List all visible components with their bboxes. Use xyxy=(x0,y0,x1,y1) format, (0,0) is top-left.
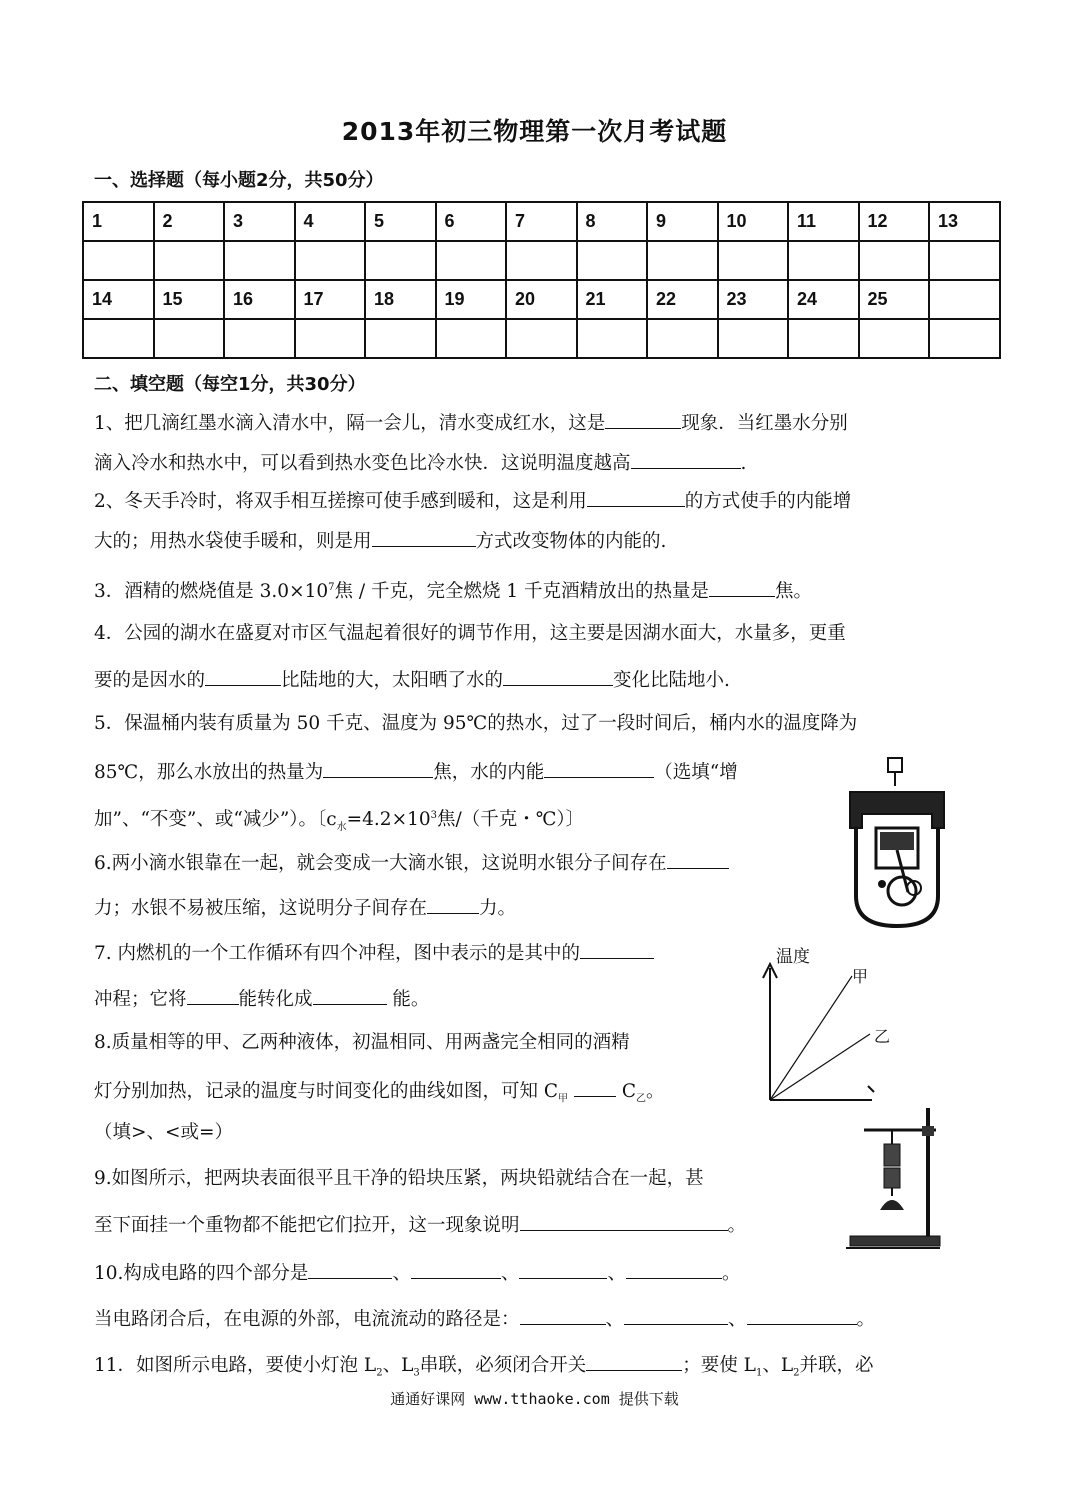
answer-blank[interactable] xyxy=(709,578,775,597)
table-row xyxy=(83,241,1000,280)
answer-cell[interactable] xyxy=(83,241,154,280)
question-10-line-1: 10.构成电路的四个部分是 、 、 、 。 xyxy=(94,1260,741,1285)
answer-cell[interactable] xyxy=(859,319,930,358)
table-cell: 20 xyxy=(506,280,577,319)
question-5-line-3: 加”、“不变”、或“减少”）。〔$c_水=4.2\times 10^3$焦/（千克・℃）〕 xyxy=(94,809,585,833)
answer-cell[interactable] xyxy=(154,241,225,280)
table-cell: 10 xyxy=(718,202,789,241)
answer-cell[interactable] xyxy=(647,319,718,358)
answer-cell[interactable] xyxy=(929,241,1000,280)
line-jia xyxy=(770,976,852,1100)
answer-blank[interactable] xyxy=(308,1260,392,1279)
table-row xyxy=(83,280,1000,319)
table-cell: 8 xyxy=(577,202,648,241)
table-cell: 16 xyxy=(224,280,295,319)
table-cell: 6 xyxy=(436,202,507,241)
answer-blank[interactable] xyxy=(520,1212,728,1231)
question-8-line-1: 8.质量相等的甲、乙两种液体，初温相同、用两盏完全相同的酒精 xyxy=(94,1032,630,1053)
table-cell: 25 xyxy=(859,280,930,319)
lead-block-apparatus-figure xyxy=(844,1104,950,1254)
answer-cell[interactable] xyxy=(647,241,718,280)
table-cell: 13 xyxy=(929,202,1000,241)
answer-blank[interactable] xyxy=(313,986,387,1005)
table-row xyxy=(83,202,1000,241)
table-cell: 15 xyxy=(154,280,225,319)
question-5-line-1: 5．保温桶内装有质量为 50 千克、温度为 95℃的热水，过了一段时间后，桶内水的温度降为 xyxy=(94,713,858,734)
answer-cell[interactable] xyxy=(224,319,295,358)
answer-cell[interactable] xyxy=(718,319,789,358)
table-cell: 17 xyxy=(295,280,366,319)
question-11-line-1: 11．如图所示电路，要使小灯泡 $L_2$、$L_3$串联，必须闭合开关 ；要使 $L_1$、$L_2$并联，必 xyxy=(94,1352,874,1385)
answer-blank[interactable] xyxy=(323,759,433,778)
answer-blank[interactable] xyxy=(187,986,239,1005)
answer-blank[interactable] xyxy=(587,488,685,507)
answer-cell[interactable] xyxy=(83,319,154,358)
answer-cell[interactable] xyxy=(577,241,648,280)
table-cell: 22 xyxy=(647,280,718,319)
answer-blank[interactable] xyxy=(747,1306,857,1325)
question-1-line-2: 滴入冷水和热水中，可以看到热水变色比冷水快．这说明温度越高 . xyxy=(94,450,746,475)
question-8-line-2: 灯分别加热，记录的温度与时间变化的曲线如图，可知 $C_甲$ $C_乙$。 xyxy=(94,1078,665,1111)
answer-blank[interactable] xyxy=(520,1306,606,1325)
answer-blank[interactable] xyxy=(372,528,476,547)
table-cell: 5 xyxy=(365,202,436,241)
answer-cell[interactable] xyxy=(224,241,295,280)
answer-blank[interactable] xyxy=(427,895,479,914)
answer-blank[interactable] xyxy=(574,1078,616,1097)
answer-cell[interactable] xyxy=(929,319,1000,358)
question-3: 3．酒精的燃烧值是 $3.0\times 10^7$焦 / 千克，完全燃烧 1 千克酒精放出的热量是 焦。 xyxy=(94,577,812,603)
answer-cell[interactable] xyxy=(295,241,366,280)
table-cell: 1 xyxy=(83,202,154,241)
table-cell: 4 xyxy=(295,202,366,241)
answer-cell[interactable] xyxy=(365,319,436,358)
graph-y-label: 温度 xyxy=(776,947,810,967)
footer-source: 通通好课网 www.tthaoke.com 提供下载 xyxy=(390,1390,679,1408)
line-yi xyxy=(770,1034,870,1100)
answer-cell[interactable] xyxy=(788,241,859,280)
answer-blank[interactable] xyxy=(411,1260,501,1279)
table-cell: 7 xyxy=(506,202,577,241)
engine-figure xyxy=(842,756,952,928)
table-cell: 14 xyxy=(83,280,154,319)
table-row xyxy=(83,319,1000,358)
answer-blank[interactable] xyxy=(626,1260,722,1279)
answer-cell[interactable] xyxy=(154,319,225,358)
answer-blank[interactable] xyxy=(624,1306,728,1325)
answer-table xyxy=(82,201,1001,359)
answer-cell[interactable] xyxy=(788,319,859,358)
table-cell: 21 xyxy=(577,280,648,319)
table-cell: 11 xyxy=(788,202,859,241)
question-10-line-2: 当电路闭合后，在电源的外部，电流流动的路径是： 、 、 。 xyxy=(94,1306,875,1331)
question-6-line-2: 力；水银不易被压缩，这说明分子间存在 力。 xyxy=(94,895,516,920)
answer-cell[interactable] xyxy=(859,241,930,280)
answer-cell[interactable] xyxy=(365,241,436,280)
answer-blank[interactable] xyxy=(544,759,654,778)
table-cell: 9 xyxy=(647,202,718,241)
question-4-line-2: 要的是因水的 比陆地的大，太阳晒了水的 变化比陆地小. xyxy=(94,667,730,692)
question-8-line-3: （填>、<或=） xyxy=(94,1122,234,1143)
answer-blank[interactable] xyxy=(631,450,741,469)
answer-cell[interactable] xyxy=(436,241,507,280)
question-9-line-2: 至下面挂一个重物都不能把它们拉开，这一现象说明 。 xyxy=(94,1212,746,1237)
question-2-line-1: 2、冬天手冷时，将双手相互搓擦可使手感到暖和，这是利用 的方式使手的内能增 xyxy=(94,488,851,513)
page-title: 2013年初三物理第一次月考试题 xyxy=(341,117,728,146)
answer-blank[interactable] xyxy=(503,667,613,686)
answer-cell[interactable] xyxy=(436,319,507,358)
answer-blank[interactable] xyxy=(586,1352,682,1371)
section-heading-choice: 一、选择题（每小题2分，共50分） xyxy=(94,170,384,191)
answer-cell[interactable] xyxy=(506,319,577,358)
table-cell: 18 xyxy=(365,280,436,319)
answer-blank[interactable] xyxy=(667,850,729,869)
table-cell: 19 xyxy=(436,280,507,319)
answer-blank[interactable] xyxy=(519,1260,607,1279)
answer-blank[interactable] xyxy=(580,940,654,959)
answer-blank[interactable] xyxy=(205,667,281,686)
question-7-line-1: 7. 内燃机的一个工作循环有四个冲程，图中表示的是其中的 xyxy=(94,940,654,965)
section-heading-fill: 二、填空题（每空1分，共30分） xyxy=(94,374,366,395)
table-cell: 24 xyxy=(788,280,859,319)
table-cell xyxy=(929,280,1000,319)
graph-line-label-yi: 乙 xyxy=(874,1027,891,1046)
question-4-line-1: 4．公园的湖水在盛夏对市区气温起着很好的调节作用，这主要是因湖水面大，水量多，更重 xyxy=(94,623,846,644)
answer-blank[interactable] xyxy=(605,410,681,429)
graph-line-label-jia: 甲 xyxy=(852,967,869,986)
question-6-line-1: 6.两小滴水银靠在一起，就会变成一大滴水银，这说明水银分子间存在 xyxy=(94,850,729,875)
table-cell: 3 xyxy=(224,202,295,241)
question-1-line-1: 1、把几滴红墨水滴入清水中，隔一会儿，清水变成红水，这是 现象．当红墨水分别 xyxy=(94,410,848,435)
question-9-line-1: 9.如图所示，把两块表面很平且干净的铅块压紧，两块铅就结合在一起，甚 xyxy=(94,1168,704,1189)
question-7-line-2: 冲程；它将 能转化成 能。 xyxy=(94,986,429,1011)
table-cell: 2 xyxy=(154,202,225,241)
table-cell: 23 xyxy=(718,280,789,319)
answer-cell[interactable] xyxy=(718,241,789,280)
question-5-line-2: 85℃，那么水放出的热量为 焦，水的内能 （选填“增 xyxy=(94,759,738,784)
answer-cell[interactable] xyxy=(577,319,648,358)
answer-cell[interactable] xyxy=(506,241,577,280)
question-2-line-2: 大的；用热水袋使手暖和，则是用 方式改变物体的内能的. xyxy=(94,528,666,553)
answer-cell[interactable] xyxy=(295,319,366,358)
table-cell: 12 xyxy=(859,202,930,241)
